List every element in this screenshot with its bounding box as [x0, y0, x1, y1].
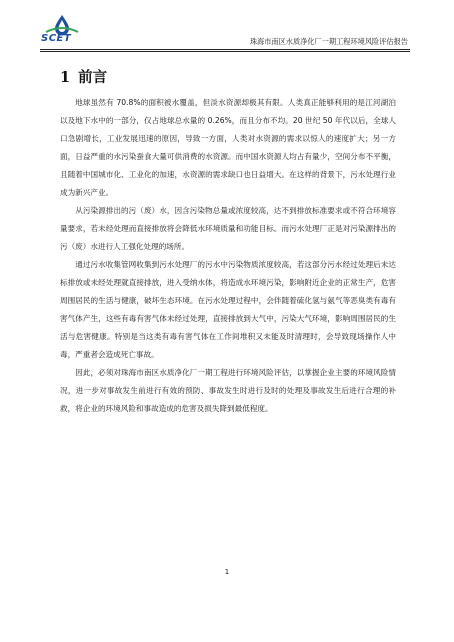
logo-text: SCET — [41, 33, 72, 44]
section-number: 1 — [60, 69, 71, 86]
paragraph-3: 通过污水收集管网收集到污水处理厂的污水中污染物质浓度较高，若这部分污水经过处理后未达标排放或未经处理就直接排放，进入受纳水体，将造成水环境污染，影响附近企业的正常生产，危害周围居民的生活与健康，破坏生态环境。在污水处理过程中，会伴随着硫化氢与氨气等恶臭类有毒有害气体产生，这些有毒有害气体未经过处理，直接排放到大气中，污染大气环境，影响周围居民的生活与危害健康。特别是当这类有毒有害气体在工作间堆积又未能及时清理时，会导致现场操作人中毒，严重者会造成死亡事故。 — [60, 260, 396, 359]
section-heading — [60, 66, 107, 87]
paragraph-2: 从污染源排出的污（废）水，因含污染物总量或浓度较高，达不到排放标准要求或不符合环境容量要求，若未经处理而直接排放将会降低水环境质量和功能目标。而污水处理厂正是对污染源排出的污（废）水进行人工强化处理的场所。 — [60, 206, 396, 251]
header-divider-thin — [40, 51, 410, 52]
header-divider — [40, 49, 410, 50]
paragraph-1: 地球虽然有 70.8%的面积被水覆盖，但淡水资源却极其有限。人类真正能够利用的是江河湖泊以及地下水中的一部分，仅占地球总水量的 0.26%，而且分布不均。20 世纪 50 年代以后，全球人口急剧增长，工业发展迅速的原因，导致一方面，人类对水资源的需求以惊人的速度扩大；另一方面，日益严重的水污染蚕食大量可供消费的水资源。而中国水资源人均占有量少，空间分布不平衡，且随着中国城市化、工业化的加速，水资源的需求缺口也日益增大。在这样的背景下，污水处理行业成为新兴产业。 — [60, 98, 396, 197]
paragraph-4: 因此，必须对珠海市南区水质净化厂一期工程进行环境风险评估，以掌握企业主要的环境风险情况，进一步对事故发生前进行有效的预防、事故发生时进行及时的处理及事故发生后进行合理的补救，将企业的环境风险和事故造成的危害及损失降到最低程度。 — [60, 368, 396, 413]
section-title: 前言 — [78, 69, 108, 86]
page-number: 1 — [224, 568, 230, 576]
report-header-title: 珠海市南区水质净化厂一期工程环境风险评估报告 — [249, 37, 408, 46]
body-text — [60, 94, 396, 418]
